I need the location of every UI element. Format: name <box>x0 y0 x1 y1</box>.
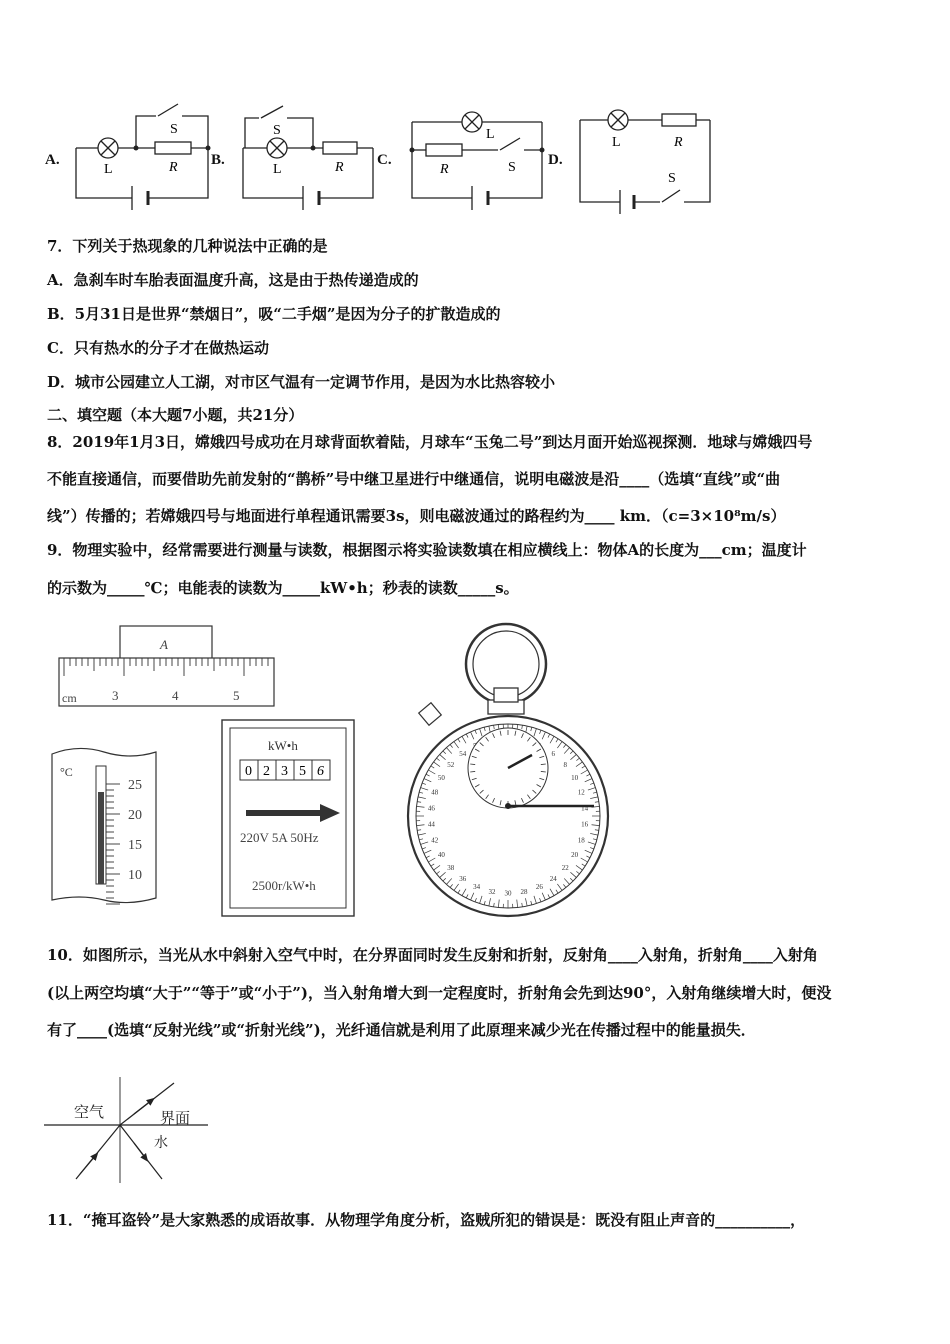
stopwatch-scale-label: 24 <box>549 874 557 883</box>
stopwatch-scale-label: 40 <box>437 851 445 859</box>
water-label: 水 <box>154 1136 168 1151</box>
circuit-a-diagram <box>70 98 215 216</box>
meter-digit-5: 6 <box>317 764 324 779</box>
q8-line-3: 线”）传播的；若嫦娥四号与地面进行单程通讯需要3s，则电磁波通过的路程约为____ km．（c=3×10⁸m/s） <box>47 507 786 525</box>
meter-digit-4: 5 <box>299 764 306 779</box>
circuit-c-diagram <box>406 98 551 216</box>
stopwatch-scale-label: 48 <box>431 788 439 797</box>
stopwatch-scale-label: 10 <box>571 774 579 782</box>
circuit-d-switch-label: S <box>668 171 676 186</box>
stopwatch-scale-label: 28 <box>520 887 528 896</box>
stopwatch-scale-label: 42 <box>431 836 439 845</box>
circuit-c-resistor-label: R <box>440 162 449 177</box>
circuit-a-switch-label: S <box>170 122 178 137</box>
circuit-a-resistor-label: R <box>169 160 178 175</box>
stopwatch-scale-label: 22 <box>561 864 569 873</box>
thermometer-unit: °C <box>60 765 73 779</box>
meter-digit-3: 3 <box>281 764 288 779</box>
subdial-tick-mark <box>470 764 475 765</box>
circuit-d-lamp-label: L <box>612 135 621 150</box>
circuit-b-diagram <box>237 98 382 216</box>
stopwatch-scale-label: 30 <box>504 889 512 898</box>
subdial-tick-mark <box>541 771 546 772</box>
ruler-body <box>59 658 274 706</box>
meter-constant: 2500r/kW•h <box>252 878 316 893</box>
stopwatch-scale-label: 18 <box>577 836 585 845</box>
ruler-unit: cm <box>62 691 77 705</box>
stopwatch-scale-label: 20 <box>571 851 579 859</box>
thermo-label-20: 20 <box>128 808 142 823</box>
ruler-tick-3: 3 <box>112 688 119 703</box>
stopwatch-scale-label: 46 <box>427 804 435 813</box>
q10-line-1: 10．如图所示，当光从水中斜射入空气中时，在分界面同时发生反射和折射，反射角____入射角，折射角____入射角 <box>47 946 818 964</box>
q10-line-3: 有了____(选填“反射光线”或“折射光线”)，光纤通信就是利用了此原理来减少光在传播过程中的能量损失． <box>47 1021 756 1039</box>
reflected-ray-arrow <box>134 1143 146 1159</box>
circuit-a-lamp-label: L <box>104 162 113 177</box>
q7-option-b: B．5月31日是世界“禁烟日”，吸“二手烟”是因为分子的扩散造成的 <box>47 305 501 323</box>
q9-line-1: 9．物理实验中，经常需要进行测量与读数，根据图示将实验读数填在相应横线上：物体A的长度为___cm；温度计 <box>47 541 807 559</box>
thermo-label-15: 15 <box>128 838 142 853</box>
circuit-d-diagram <box>576 98 721 216</box>
thermo-label-10: 10 <box>128 868 142 883</box>
stopwatch-scale-label: 38 <box>447 864 455 873</box>
option-c-label: C. <box>377 152 392 168</box>
option-a-label: A. <box>45 152 60 168</box>
q8-line-1: 8．2019年1月3日，嫦娥四号成功在月球背面软着陆，月球车“玉兔二号”到达月面开始巡视探测．地球与嫦娥四号 <box>47 433 813 451</box>
ruler-figure <box>56 622 278 712</box>
q7-option-a: A．急刹车时车胎表面温度升高，这是由于热传递造成的 <box>47 271 419 289</box>
option-b-label: B. <box>211 152 225 168</box>
meter-rating: 220V 5A 50Hz <box>240 830 319 845</box>
q8-line-2: 不能直接通信，而要借助先前发射的“鹊桥”号中继卫星进行中继通信，说明电磁波是沿____（选填“直线”或“曲 <box>47 470 781 488</box>
refraction-diagram <box>42 1075 212 1187</box>
q9-line-2: 的示数为_____℃；电能表的读数为_____kW•h；秒表的读数_____s。 <box>47 579 519 597</box>
thermometer-liquid <box>98 792 104 884</box>
incident-ray-arrow <box>80 1155 96 1174</box>
stopwatch-scale-label: 14 <box>581 804 589 813</box>
energy-meter-figure <box>220 718 356 918</box>
stopwatch-scale-label: 54 <box>459 750 467 759</box>
stopwatch-scale-label: 32 <box>488 887 496 896</box>
refracted-ray-arrow <box>134 1100 152 1114</box>
thermo-label-25: 25 <box>128 778 142 793</box>
stopwatch-scale-label: 36 <box>459 874 467 883</box>
ruler-tick-4: 4 <box>172 688 179 703</box>
circuit-b-switch-label: S <box>273 123 281 138</box>
q7-option-d: D．城市公园建立人工湖，对市区气温有一定调节作用，是因为水比热容较小 <box>47 373 556 391</box>
stopwatch-scale-label: 6 <box>551 750 556 759</box>
circuit-d-resistor-label: R <box>674 135 683 150</box>
stopwatch-scale-label: 44 <box>427 820 435 829</box>
q11-line-1: 11．“掩耳盗铃”是大家熟悉的成语故事．从物理学角度分析，盗贼所犯的错误是：既没有阻止声音的__________， <box>47 1211 806 1229</box>
stopwatch-scale-label: 16 <box>581 820 589 829</box>
stopwatch-scale-label: 8 <box>563 760 567 769</box>
stopwatch-scale-label: 12 <box>577 788 585 797</box>
subdial-tick-mark <box>541 764 546 765</box>
subdial-tick-mark <box>470 771 475 772</box>
air-label: 空气 <box>74 1105 105 1121</box>
stopwatch-scale-label: 52 <box>447 760 455 769</box>
meter-unit: kW•h <box>268 738 298 753</box>
circuit-c-lamp-label: L <box>486 127 495 142</box>
circuit-b-lamp-label: L <box>273 162 282 177</box>
q7-stem: 7．下列关于热现象的几种说法中正确的是 <box>47 237 328 255</box>
stopwatch-scale-label: 26 <box>535 882 543 891</box>
meter-digit-2: 2 <box>263 764 270 779</box>
option-d-label: D. <box>548 152 563 168</box>
circuit-c-switch-label: S <box>508 160 516 175</box>
meter-digits <box>240 760 330 780</box>
interface-label: 界面 <box>160 1111 191 1127</box>
section-2-title: 二、填空题（本大题7小题，共21分） <box>47 406 304 424</box>
stopwatch-figure <box>404 620 614 922</box>
q7-option-c: C．只有热水的分子才在做热运动 <box>47 339 269 357</box>
q10-line-2: (以上两空均填“大于”“等于”或“小于”)，当入射角增大到一定程度时，折射角会先到达90°，入射角继续增大时，便没 <box>47 984 832 1002</box>
stopwatch-scale-label: 50 <box>437 774 445 782</box>
object-a-label: A <box>160 637 168 652</box>
stopwatch-scale-label: 34 <box>473 882 481 891</box>
circuit-b-resistor-label: R <box>335 160 344 175</box>
thermometer-figure <box>48 742 160 906</box>
meter-digit-1: 0 <box>245 764 252 779</box>
ruler-tick-5: 5 <box>233 688 240 703</box>
